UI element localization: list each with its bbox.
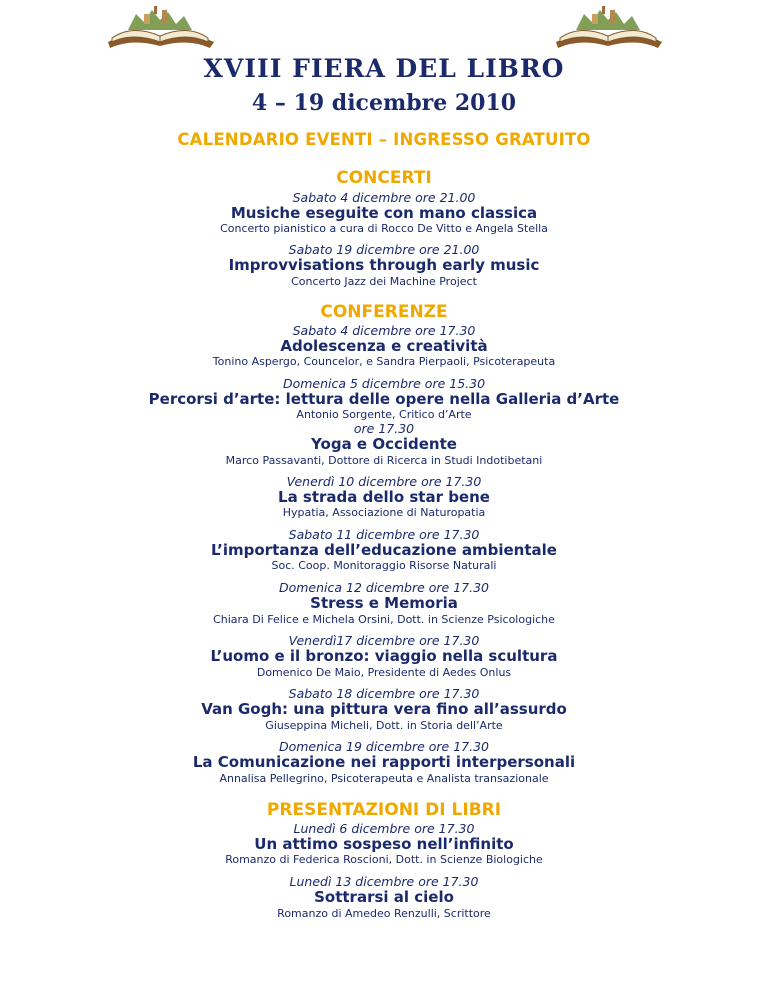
event-date: Venerdì17 dicembre ore 17.30 bbox=[288, 633, 480, 648]
calendar-banner: CALENDARIO EVENTI – INGRESSO GRATUITO bbox=[177, 130, 591, 149]
open-book-illustration-left bbox=[100, 0, 220, 50]
event-subtitle: Marco Passavanti, Dottore di Ricerca in Studi Indotibetani bbox=[225, 454, 543, 467]
event-date: Sabato 11 dicembre ore 17.30 bbox=[288, 527, 480, 542]
event-date: Sabato 4 dicembre ore 21.00 bbox=[292, 190, 476, 205]
event-subtitle: Concerto Jazz dei Machine Project bbox=[291, 275, 477, 288]
section-heading-conferenze: CONFERENZE bbox=[320, 302, 448, 322]
event-date: Domenica 12 dicembre ore 17.30 bbox=[278, 580, 490, 595]
event-subtitle: Annalisa Pellegrino, Psicoterapeuta e Analista transazionale bbox=[219, 772, 549, 785]
event-subtitle: Soc. Coop. Monitoraggio Risorse Naturali bbox=[271, 559, 497, 572]
event-title: Stress e Memoria bbox=[310, 594, 458, 612]
event-date: Domenica 5 dicembre ore 15.30 bbox=[282, 376, 486, 391]
event-subtitle: Tonino Aspergo, Councelor, e Sandra Pierpaoli, Psicoterapeuta bbox=[212, 355, 556, 368]
event-subtitle: Romanzo di Amedeo Renzulli, Scrittore bbox=[277, 907, 491, 920]
event-date: Sabato 19 dicembre ore 21.00 bbox=[288, 242, 480, 257]
section-heading-concerti: CONCERTI bbox=[336, 168, 432, 188]
event-date: Lunedì 6 dicembre ore 17.30 bbox=[293, 821, 475, 836]
event-title: L’uomo e il bronzo: viaggio nella scultura bbox=[210, 647, 558, 665]
event-date: Domenica 19 dicembre ore 17.30 bbox=[278, 739, 490, 754]
event-title: L’importanza dell’educazione ambientale bbox=[211, 541, 557, 559]
event-title: Improvvisations through early music bbox=[228, 256, 540, 274]
section-heading-presentazioni: PRESENTAZIONI DI LIBRI bbox=[266, 800, 502, 820]
event-date: ore 17.30 bbox=[353, 421, 415, 436]
event-title: Musiche eseguite con mano classica bbox=[230, 204, 538, 222]
event-title: La Comunicazione nei rapporti interpersonali bbox=[192, 753, 576, 771]
event-title: La strada dello star bene bbox=[278, 488, 490, 506]
event-subtitle: Giuseppina Micheli, Dott. in Storia dell’Arte bbox=[265, 719, 503, 732]
event-title: Sottrarsi al cielo bbox=[314, 888, 454, 906]
event-title: Yoga e Occidente bbox=[311, 435, 457, 453]
event-title: Van Gogh: una pittura vera fino all’assurdo bbox=[201, 700, 567, 718]
event-date: Sabato 18 dicembre ore 17.30 bbox=[288, 686, 480, 701]
event-subtitle: Antonio Sorgente, Critico d’Arte bbox=[296, 408, 472, 421]
event-subtitle: Chiara Di Felice e Michela Orsini, Dott. in Scienze Psicologiche bbox=[213, 613, 555, 626]
event-title: Percorsi d’arte: lettura delle opere nella Galleria d’Arte bbox=[148, 390, 620, 408]
event-subtitle: Romanzo di Federica Roscioni, Dott. in Scienze Biologiche bbox=[225, 853, 543, 866]
event-subtitle: Hypatia, Associazione di Naturopatia bbox=[282, 506, 486, 519]
fair-dates: 4 – 19 dicembre 2010 bbox=[251, 90, 517, 116]
event-title: Un attimo sospeso nell’infinito bbox=[254, 835, 514, 853]
event-subtitle: Concerto pianistico a cura di Rocco De Vitto e Angela Stella bbox=[220, 222, 548, 235]
fair-title: XVIII FIERA DEL LIBRO bbox=[203, 54, 565, 83]
event-date: Venerdì 10 dicembre ore 17.30 bbox=[286, 474, 482, 489]
event-date: Lunedì 13 dicembre ore 17.30 bbox=[289, 874, 479, 889]
event-date: Sabato 4 dicembre ore 17.30 bbox=[292, 323, 476, 338]
event-title: Adolescenza e creatività bbox=[280, 337, 488, 355]
event-subtitle: Domenico De Maio, Presidente di Aedes Onlus bbox=[256, 666, 512, 679]
open-book-illustration-right bbox=[548, 0, 668, 50]
